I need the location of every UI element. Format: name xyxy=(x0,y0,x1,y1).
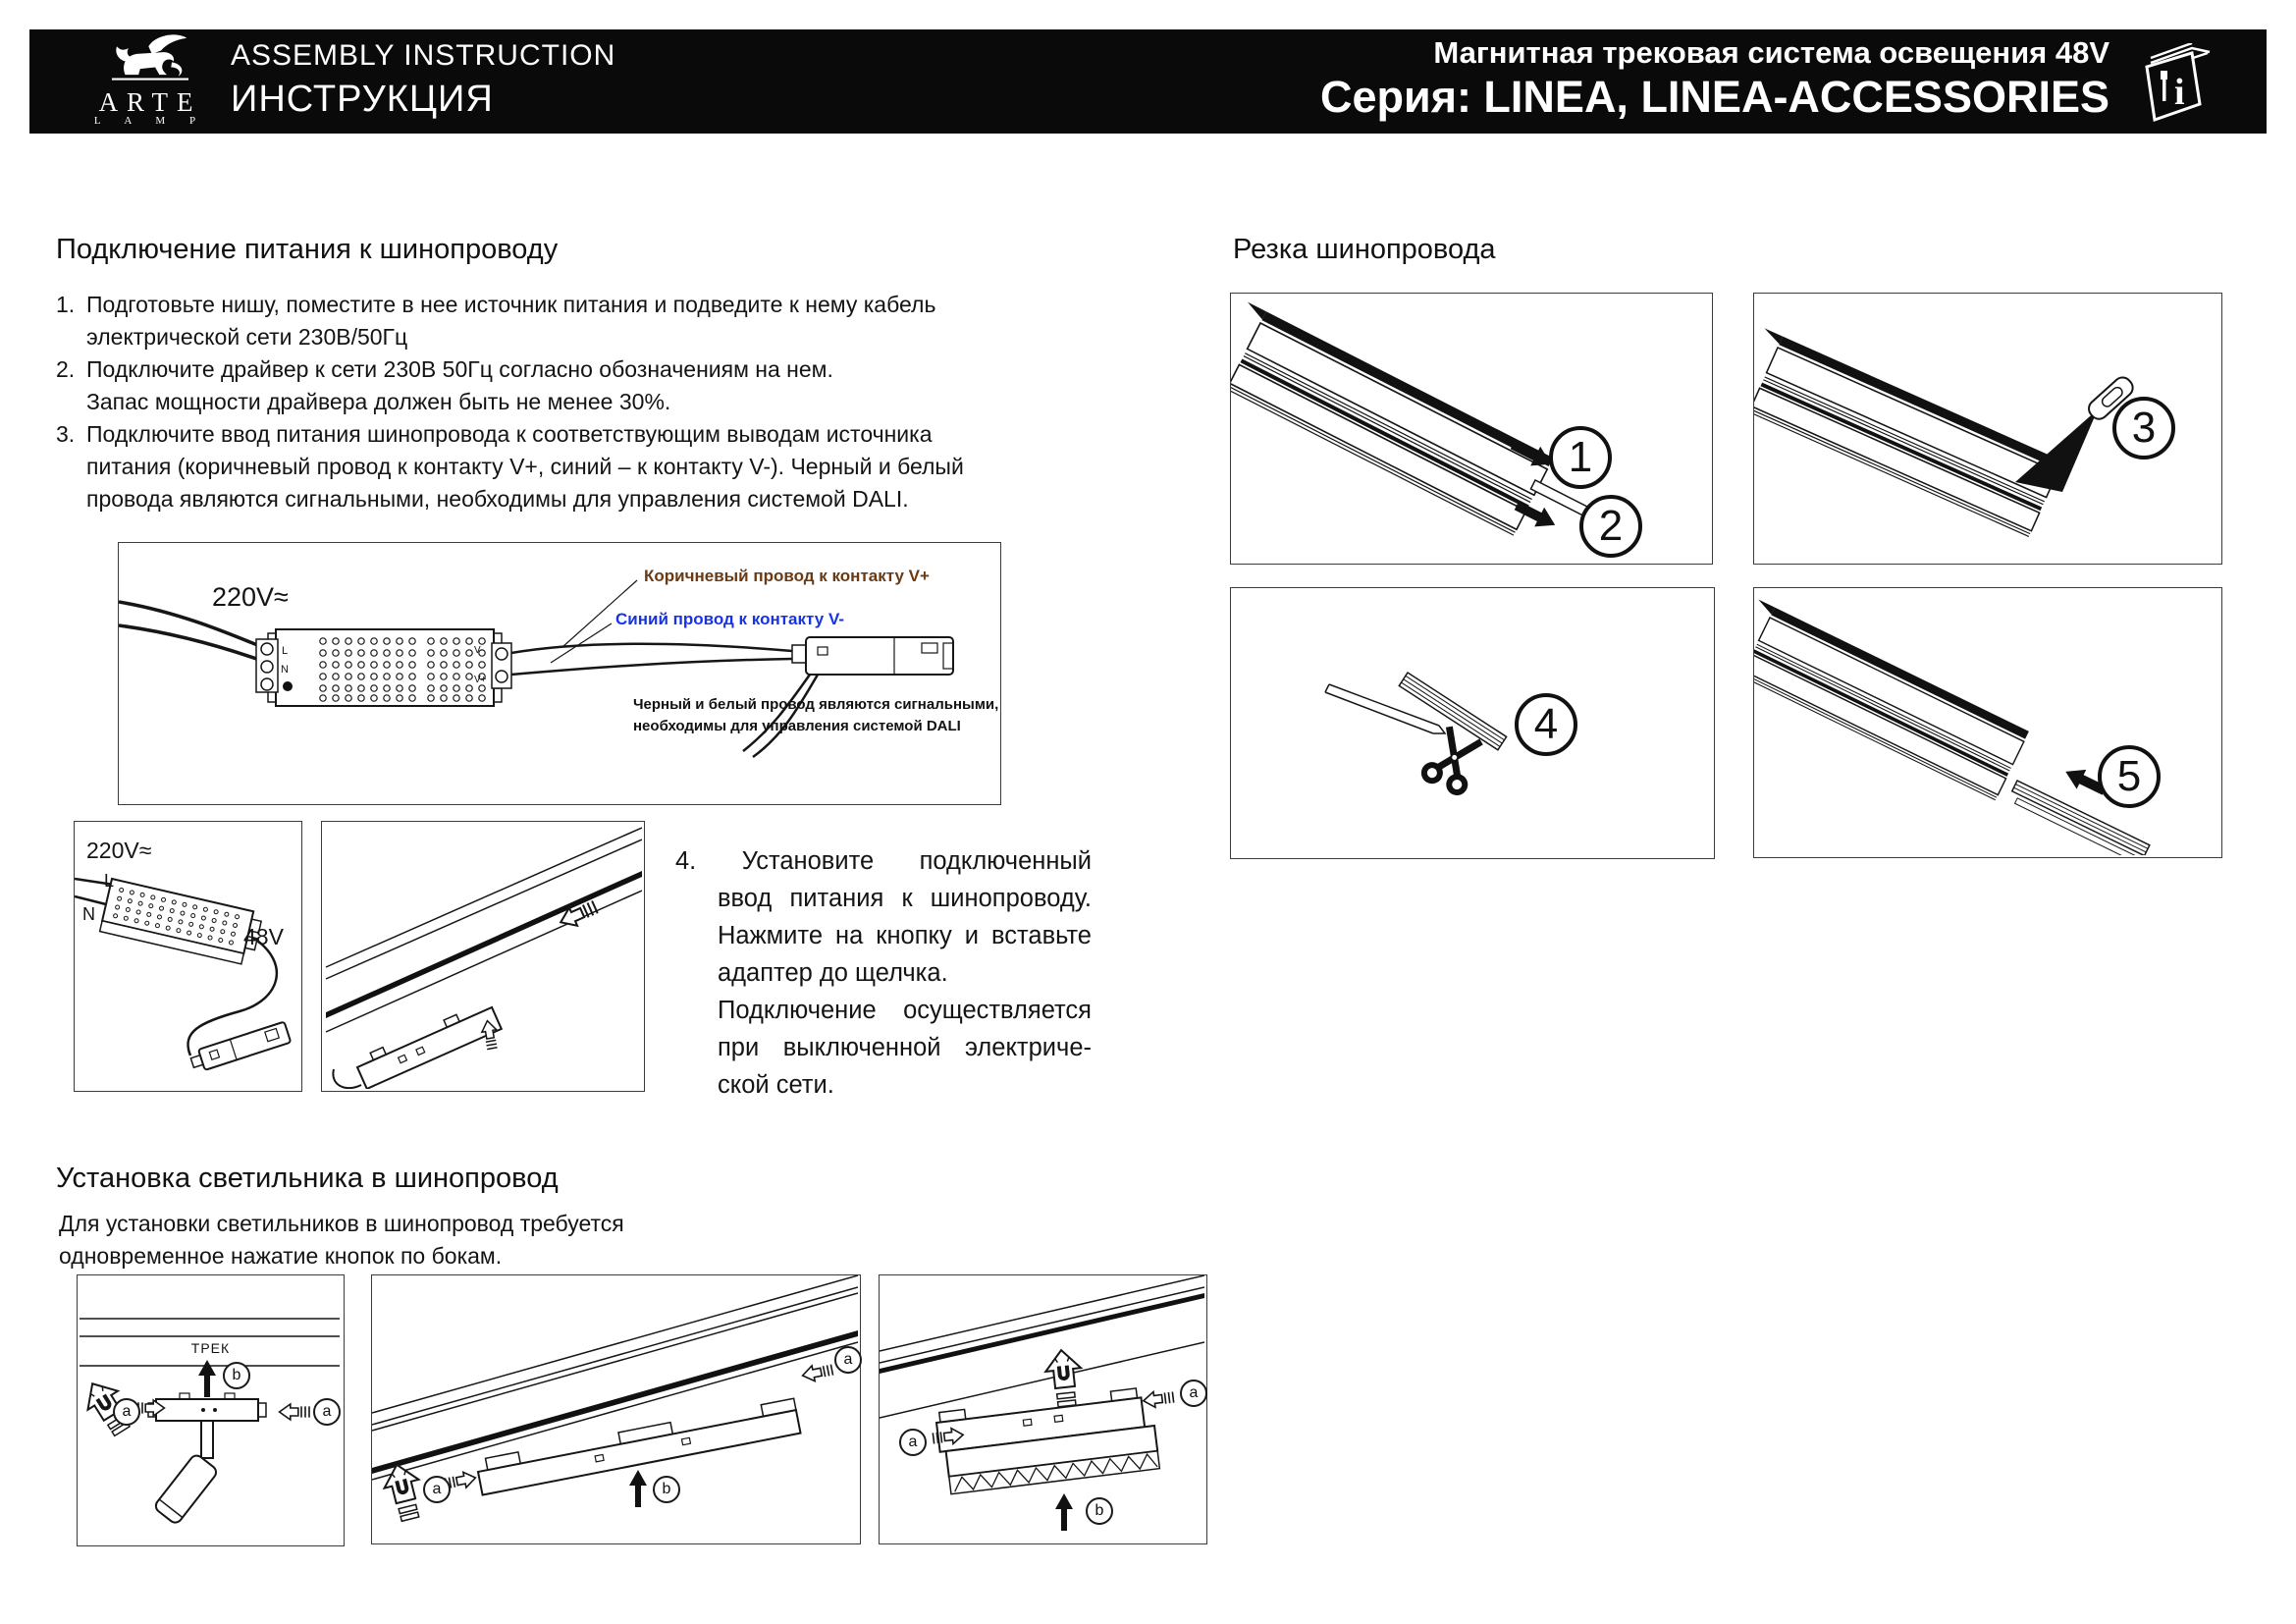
mount-spot-figure xyxy=(77,1274,345,1546)
step-number: 4. xyxy=(675,847,697,875)
wiring-diagram-figure xyxy=(118,542,1001,805)
power-step-4: 4. Установите подключенный ввод питания к шинопроводу. Нажмите на кнопку и вставьте адаптер до щелчка. Подключение осуществляется при выключенной электриче- ской сети. xyxy=(675,847,1092,1099)
marker-a: a xyxy=(313,1398,341,1426)
push-up-arrow-icon xyxy=(629,1470,647,1507)
cut-step-3-figure xyxy=(1753,293,2222,565)
mount-accent-drawing xyxy=(880,1275,1204,1542)
marker-b: b xyxy=(1086,1497,1113,1525)
power-steps-list xyxy=(56,289,1038,515)
step-text: Подключите драйвер к сети 230В 50Гц согласно обозначениям на нем. Запас мощности драйвера должен быть не менее 30%. xyxy=(86,356,833,414)
driver-l-label: L xyxy=(104,871,115,891)
product-title: Магнитная трековая система освещения 48V xyxy=(1433,35,2109,70)
marker-a: a xyxy=(899,1429,927,1456)
magnet-arrow-icon xyxy=(380,1460,428,1523)
side-button-arrow-icon xyxy=(280,1404,309,1420)
cut-step-5-figure xyxy=(1753,587,2222,858)
adapter-insert-figure xyxy=(321,821,645,1092)
cut-step-badge-3: 3 xyxy=(2112,397,2175,460)
product-series: Серия: LINEA, LINEA-ACCESSORIES xyxy=(1320,72,2109,122)
info-booklet-icon xyxy=(2131,43,2229,126)
step-text: Подключите ввод питания шинопровода к соответствующим выводам источника питания (коричневый провод к контакту V+, синий – к контакту V-). Черный и белый провода являются сигнальными, необходимы для управления системой DALI. xyxy=(86,421,964,512)
winged-lion-icon xyxy=(91,31,209,86)
cut-step-badge-1: 1 xyxy=(1549,426,1612,489)
cut-step-1-2-figure xyxy=(1230,293,1713,565)
step-number: 1. xyxy=(56,292,76,317)
cut-step-badge-2: 2 xyxy=(1579,495,1642,558)
mount-linear-drawing xyxy=(372,1275,858,1542)
header-bar xyxy=(29,29,2267,134)
marker-a: a xyxy=(834,1346,862,1374)
mounting-intro: Для установки светильников в шинопровод требуется одновременное нажатие кнопок по бокам. xyxy=(59,1211,624,1269)
product-title-block xyxy=(932,35,2109,124)
brown-wire-label: Коричневый провод к контакту V+ xyxy=(644,567,930,585)
marker-b: b xyxy=(653,1476,680,1503)
terminal-vplus-label: V+ xyxy=(474,675,487,685)
signal-wire-label-line1: Черный и белый провод являются сигнальными, xyxy=(633,696,999,713)
marker-a: a xyxy=(1180,1380,1207,1407)
blue-wire-label: Синий провод к контакту V- xyxy=(615,610,845,628)
adapter-insert-drawing xyxy=(322,822,642,1089)
strip-reinsert-drawing xyxy=(1754,588,2219,855)
header-title-en: ASSEMBLY INSTRUCTION xyxy=(231,39,616,72)
header-title-ru: ИНСТРУКЦИЯ xyxy=(231,79,494,120)
side-button-arrow-icon xyxy=(1143,1389,1174,1409)
mount-linear-figure xyxy=(371,1274,861,1544)
cut-step-badge-5: 5 xyxy=(2098,745,2161,808)
cut-step-badge-4: 4 xyxy=(1515,693,1577,756)
cut-step-4-figure xyxy=(1230,587,1715,859)
driver-voltage-label: 220V≈ xyxy=(86,838,152,863)
driver-output-label: 48V xyxy=(243,924,284,949)
driver-n-label: N xyxy=(82,904,95,924)
terminal-l-label: L xyxy=(282,645,289,657)
marker-a: a xyxy=(423,1476,451,1503)
diagram-voltage-label: 220V≈ xyxy=(212,582,289,612)
mounting-section-title: Установка светильника в шинопровод xyxy=(56,1163,559,1194)
driver-figure xyxy=(74,821,302,1092)
cutting-section-title: Резка шинопровода xyxy=(1233,234,1496,265)
brand-subname: L A M P xyxy=(93,115,207,127)
power-step-1 xyxy=(56,289,1038,353)
step-text: Подготовьте нишу, поместите в нее источник питания и подведите к нему кабель электрической сети 230В/50Гц xyxy=(86,292,936,350)
mount-accent-figure xyxy=(879,1274,1207,1544)
push-up-arrow-icon xyxy=(1055,1493,1073,1531)
step-number: 3. xyxy=(56,421,76,447)
terminal-vminus-label: V- xyxy=(474,645,484,656)
signal-wire-label-line2: необходимы для управления системой DALI xyxy=(633,718,961,734)
power-step-3 xyxy=(56,418,1038,515)
side-button-arrow-icon xyxy=(801,1362,833,1383)
brand-name: ARTE xyxy=(98,87,202,117)
marker-b: b xyxy=(223,1362,250,1389)
arte-lamp-logo xyxy=(67,31,234,127)
power-step-2 xyxy=(56,353,1038,418)
track-label: ТРЕК xyxy=(190,1340,231,1356)
marker-a: a xyxy=(113,1398,140,1426)
terminal-n-label: N xyxy=(281,664,289,676)
scissors-cut-drawing xyxy=(1231,588,1712,856)
step-number: 2. xyxy=(56,356,76,382)
power-section-title: Подключение питания к шинопроводу xyxy=(56,234,559,265)
booklet-letter: i xyxy=(2174,72,2185,113)
